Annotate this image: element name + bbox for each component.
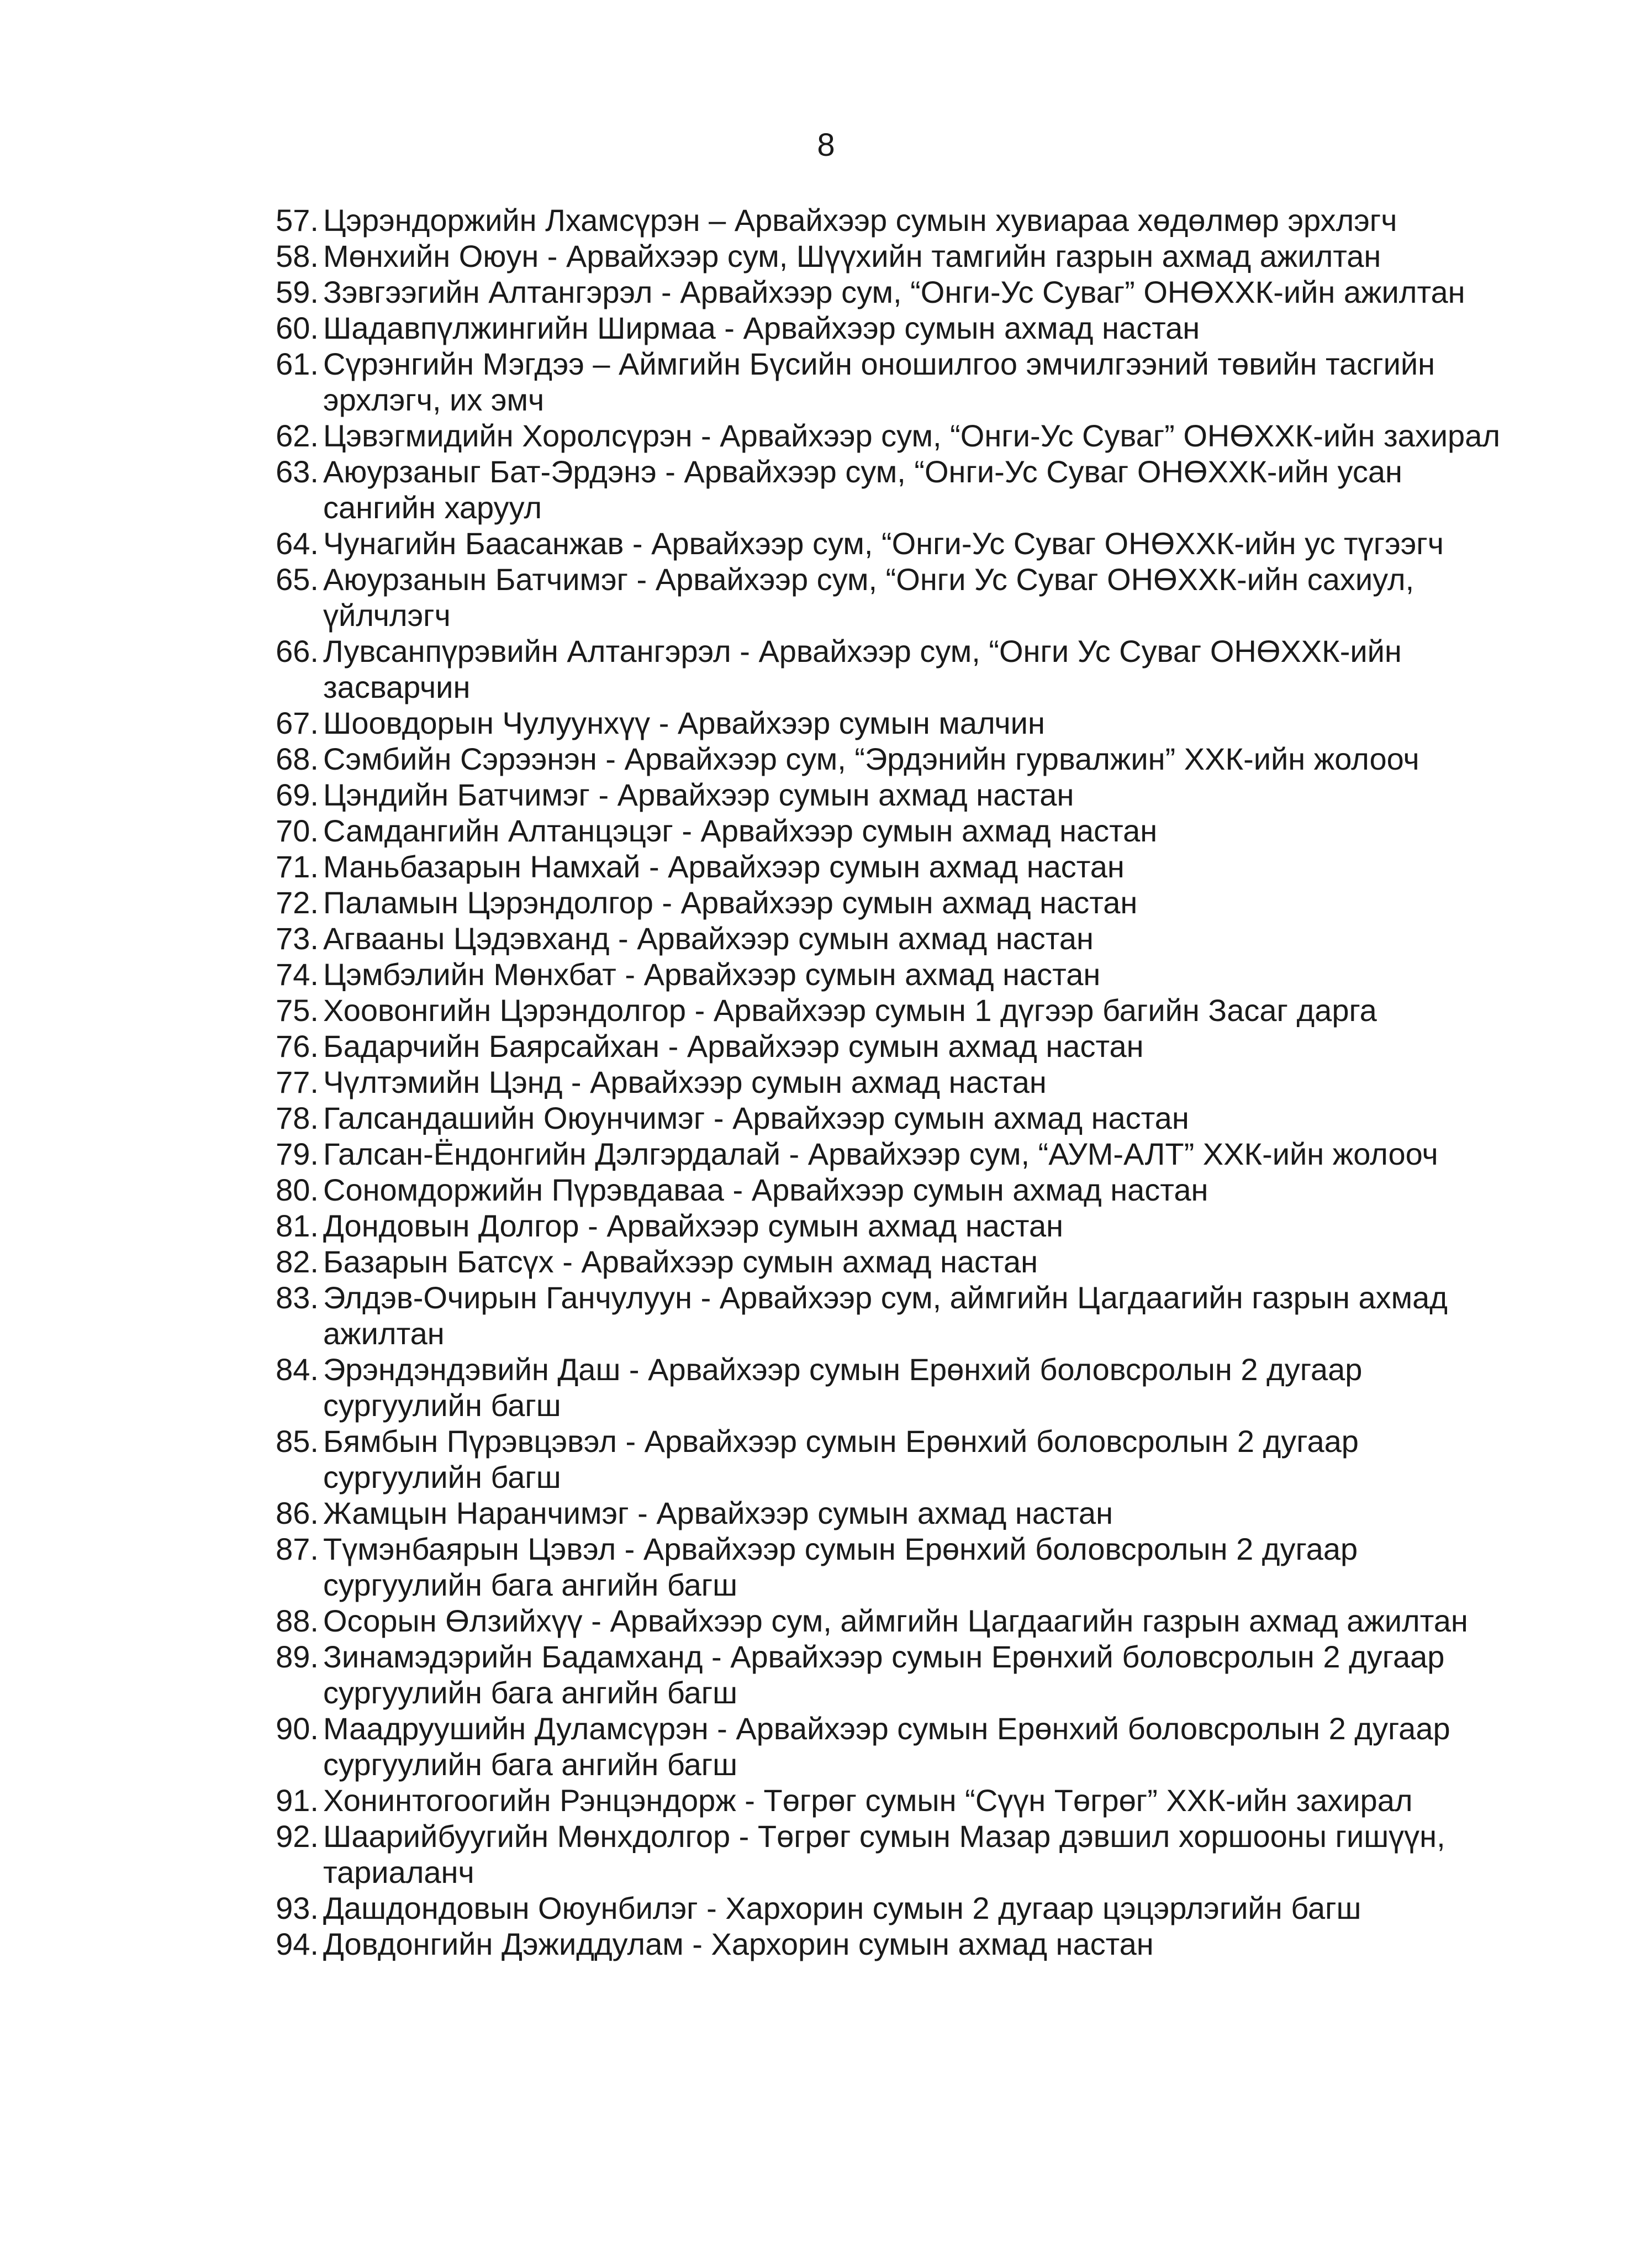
list-item-text: Лувсанпүрэвийн Алтангэрэл - Арвайхээр сум, “Онги Ус Суваг ОНӨХХК-ийн засварчин <box>323 634 1402 704</box>
list-item-text: Аюурзаныг Бат-Эрдэнэ - Арвайхээр сум, “Онги-Ус Суваг ОНӨХХК-ийн усан сангийн харуул <box>323 454 1402 525</box>
list-item <box>268 1136 1516 1172</box>
list-item <box>268 1100 1516 1136</box>
list-item <box>268 1818 1516 1890</box>
list-item-text: Маньбазарын Намхай - Арвайхээр сумын ахмад настан <box>323 849 1125 884</box>
list-item-number: 65. <box>276 562 319 597</box>
list-item-number: 90. <box>276 1711 319 1746</box>
list-item <box>268 1495 1516 1531</box>
list-item <box>268 310 1516 346</box>
list-item-number: 59. <box>276 275 319 309</box>
list-item-number: 84. <box>276 1352 319 1387</box>
list-item-text: Бямбын Пүрэвцэвэл - Арвайхээр сумын Ерөнхий боловсролын 2 дугаар сургуулийн багш <box>323 1424 1359 1494</box>
list-item-text: Аюурзанын Батчимэг - Арвайхээр сум, “Онги Ус Суваг ОНӨХХК-ийн сахиул, үйлчлэгч <box>323 562 1415 633</box>
list-item-number: 74. <box>276 957 319 992</box>
list-item-text: Сүрэнгийн Мэгдээ – Аймгийн Бүсийн оношилгоо эмчилгээний төвийн тасгийн эрхлэгч, их эмч <box>323 346 1435 417</box>
list-item-text: Зинамэдэрийн Бадамханд - Арвайхээр сумын Ерөнхий боловсролын 2 дугаар сургуулийн бага ангийн багш <box>323 1639 1445 1710</box>
list-item <box>268 525 1516 561</box>
list-item-number: 77. <box>276 1065 319 1099</box>
list-item-number: 76. <box>276 1029 319 1064</box>
list-item-text: Мөнхийн Оюун - Арвайхээр сум, Шүүхийн тамгийн газрын ахмад ажилтан <box>323 239 1381 273</box>
list-item <box>268 1064 1516 1100</box>
list-item <box>268 1782 1516 1818</box>
list-item-text: Шоовдорын Чулуунхүү - Арвайхээр сумын малчин <box>323 706 1045 740</box>
list-item <box>268 1531 1516 1603</box>
list-item-text: Дашдондовын Оюунбилэг - Хархорин сумын 2 дугаар цэцэрлэгийн багш <box>323 1891 1361 1925</box>
list-item-text: Чүлтэмийн Цэнд - Арвайхээр сумын ахмад настан <box>323 1065 1047 1099</box>
list-item-text: Түмэнбаярын Цэвэл - Арвайхээр сумын Ерөнхий боловсролын 2 дугаар сургуулийн бага ангийн багш <box>323 1532 1358 1602</box>
list-item-number: 57. <box>276 203 319 238</box>
list-item <box>268 1603 1516 1639</box>
list-item-text: Дондовын Долгор - Арвайхээр сумын ахмад настан <box>323 1208 1064 1243</box>
list-item-number: 91. <box>276 1783 319 1818</box>
list-item <box>268 1639 1516 1711</box>
list-item-number: 72. <box>276 885 319 920</box>
list-item <box>268 633 1516 705</box>
list-item-text: Бадарчийн Баярсайхан - Арвайхээр сумын ахмад настан <box>323 1029 1144 1064</box>
list-item-text: Галсан-Ёндонгийн Дэлгэрдалай - Арвайхээр сум, “АУМ-АЛТ” ХХК-ийн жолооч <box>323 1136 1438 1171</box>
list-item-number: 89. <box>276 1639 319 1674</box>
list-item-text: Цэндийн Батчимэг - Арвайхээр сумын ахмад настан <box>323 777 1074 812</box>
list-item-number: 63. <box>276 454 319 489</box>
list-item <box>268 849 1516 885</box>
list-item <box>268 705 1516 741</box>
list-item-number: 85. <box>276 1424 319 1459</box>
list-item-number: 92. <box>276 1819 319 1854</box>
list-item-number: 87. <box>276 1532 319 1566</box>
list-item <box>268 777 1516 813</box>
list-item-number: 88. <box>276 1603 319 1638</box>
list-item-text: Жамцын Наранчимэг - Арвайхээр сумын ахмад настан <box>323 1496 1113 1530</box>
list-item-text: Чунагийн Баасанжав - Арвайхээр сум, “Онги-Ус Суваг ОНӨХХК-ийн ус түгээгч <box>323 526 1444 561</box>
list-item-number: 69. <box>276 777 319 812</box>
list-item-number: 79. <box>276 1136 319 1171</box>
list-item <box>268 202 1516 238</box>
list-item-number: 94. <box>276 1927 319 1961</box>
list-item <box>268 956 1516 992</box>
list-item-text: Элдэв-Очирын Ганчулуун - Арвайхээр сум, аймгийн Цагдаагийн газрын ахмад ажилтан <box>323 1280 1448 1351</box>
participant-list <box>268 202 1516 1962</box>
list-item-text: Эрэндэндэвийн Даш - Арвайхээр сумын Ерөнхий боловсролын 2 дугаар сургуулийн багш <box>323 1352 1363 1423</box>
list-item <box>268 1926 1516 1962</box>
list-item <box>268 454 1516 525</box>
list-item-number: 82. <box>276 1244 319 1279</box>
list-item-text: Сономдоржийн Пүрэвдаваа - Арвайхээр сумын ахмад настан <box>323 1172 1208 1207</box>
list-item-text: Осорын Өлзийхүү - Арвайхээр сум, аймгийн Цагдаагийн газрын ахмад ажилтан <box>323 1603 1468 1638</box>
list-item-number: 61. <box>276 346 319 381</box>
list-item <box>268 561 1516 633</box>
list-item <box>268 1244 1516 1280</box>
list-item <box>268 1172 1516 1208</box>
list-item-text: Базарын Батсүх - Арвайхээр сумын ахмад настан <box>323 1244 1038 1279</box>
list-item <box>268 1890 1516 1926</box>
list-item <box>268 274 1516 310</box>
list-item <box>268 885 1516 920</box>
list-item-number: 81. <box>276 1208 319 1243</box>
list-item <box>268 813 1516 849</box>
list-item-number: 62. <box>276 418 319 453</box>
list-item <box>268 1028 1516 1064</box>
list-item <box>268 1280 1516 1351</box>
list-item-number: 86. <box>276 1496 319 1530</box>
list-item <box>268 1208 1516 1244</box>
list-item-text: Цэвэгмидийн Хоролсүрэн - Арвайхээр сум, “Онги-Ус Суваг” ОНӨХХК-ийн захирал <box>323 418 1501 453</box>
list-item <box>268 238 1516 274</box>
list-item-number: 66. <box>276 634 319 669</box>
list-item <box>268 418 1516 454</box>
list-item-text: Маадруушийн Дуламсүрэн - Арвайхээр сумын Ерөнхий боловсролын 2 дугаар сургуулийн бага ангийн багш <box>323 1711 1450 1782</box>
list-item-text: Агвааны Цэдэвханд - Арвайхээр сумын ахмад настан <box>323 921 1094 956</box>
page-number: 8 <box>817 127 835 163</box>
list-item <box>268 346 1516 418</box>
list-item-text: Сэмбийн Сэрээнэн - Арвайхээр сум, “Эрдэнийн гурвалжин” ХХК-ийн жолооч <box>323 741 1419 776</box>
list-item-text: Цэрэндоржийн Лхамсүрэн – Арвайхээр сумын хувиараа хөдөлмөр эрхлэгч <box>323 203 1397 238</box>
list-item <box>268 741 1516 777</box>
list-item-number: 70. <box>276 813 319 848</box>
list-item-number: 93. <box>276 1891 319 1925</box>
list-item-text: Галсандашийн Оюунчимэг - Арвайхээр сумын ахмад настан <box>323 1101 1189 1135</box>
list-item-text: Шадавпүлжингийн Ширмаа - Арвайхээр сумын ахмад настан <box>323 310 1200 345</box>
list-item-number: 71. <box>276 849 319 884</box>
list-item <box>268 1351 1516 1423</box>
list-item-text: Хонинтогоогийн Рэнцэндорж - Төгрөг сумын “Сүүн Төгрөг” ХХК-ийн захирал <box>323 1783 1413 1818</box>
list-item-number: 68. <box>276 741 319 776</box>
list-item-number: 67. <box>276 706 319 740</box>
list-item <box>268 1423 1516 1495</box>
list-item <box>268 1711 1516 1782</box>
list-item <box>268 920 1516 956</box>
list-item-text: Шаарийбуугийн Мөнхдолгор - Төгрөг сумын Мазар дэвшил хоршооны гишүүн, тариаланч <box>323 1819 1445 1890</box>
list-item-number: 75. <box>276 993 319 1028</box>
list-item-number: 58. <box>276 239 319 273</box>
list-item-number: 60. <box>276 310 319 345</box>
list-item-text: Цэмбэлийн Мөнхбат - Арвайхээр сумын ахмад настан <box>323 957 1101 992</box>
list-item-text: Зэвгээгийн Алтангэрэл - Арвайхээр сум, “Онги-Ус Суваг” ОНӨХХК-ийн ажилтан <box>323 275 1465 309</box>
list-item-number: 64. <box>276 526 319 561</box>
list-item-text: Паламын Цэрэндолгор - Арвайхээр сумын ахмад настан <box>323 885 1138 920</box>
list-item-number: 80. <box>276 1172 319 1207</box>
list-item-text: Довдонгийн Дэжиддулам - Хархорин сумын ахмад настан <box>323 1927 1154 1961</box>
list-item <box>268 992 1516 1028</box>
list-item-text: Хоовонгийн Цэрэндолгор - Арвайхээр сумын 1 дүгээр багийн Засаг дарга <box>323 993 1377 1028</box>
list-item-number: 83. <box>276 1280 319 1315</box>
list-item-number: 78. <box>276 1101 319 1135</box>
list-item-number: 73. <box>276 921 319 956</box>
list-item-text: Самдангийн Алтанцэцэг - Арвайхээр сумын ахмад настан <box>323 813 1158 848</box>
